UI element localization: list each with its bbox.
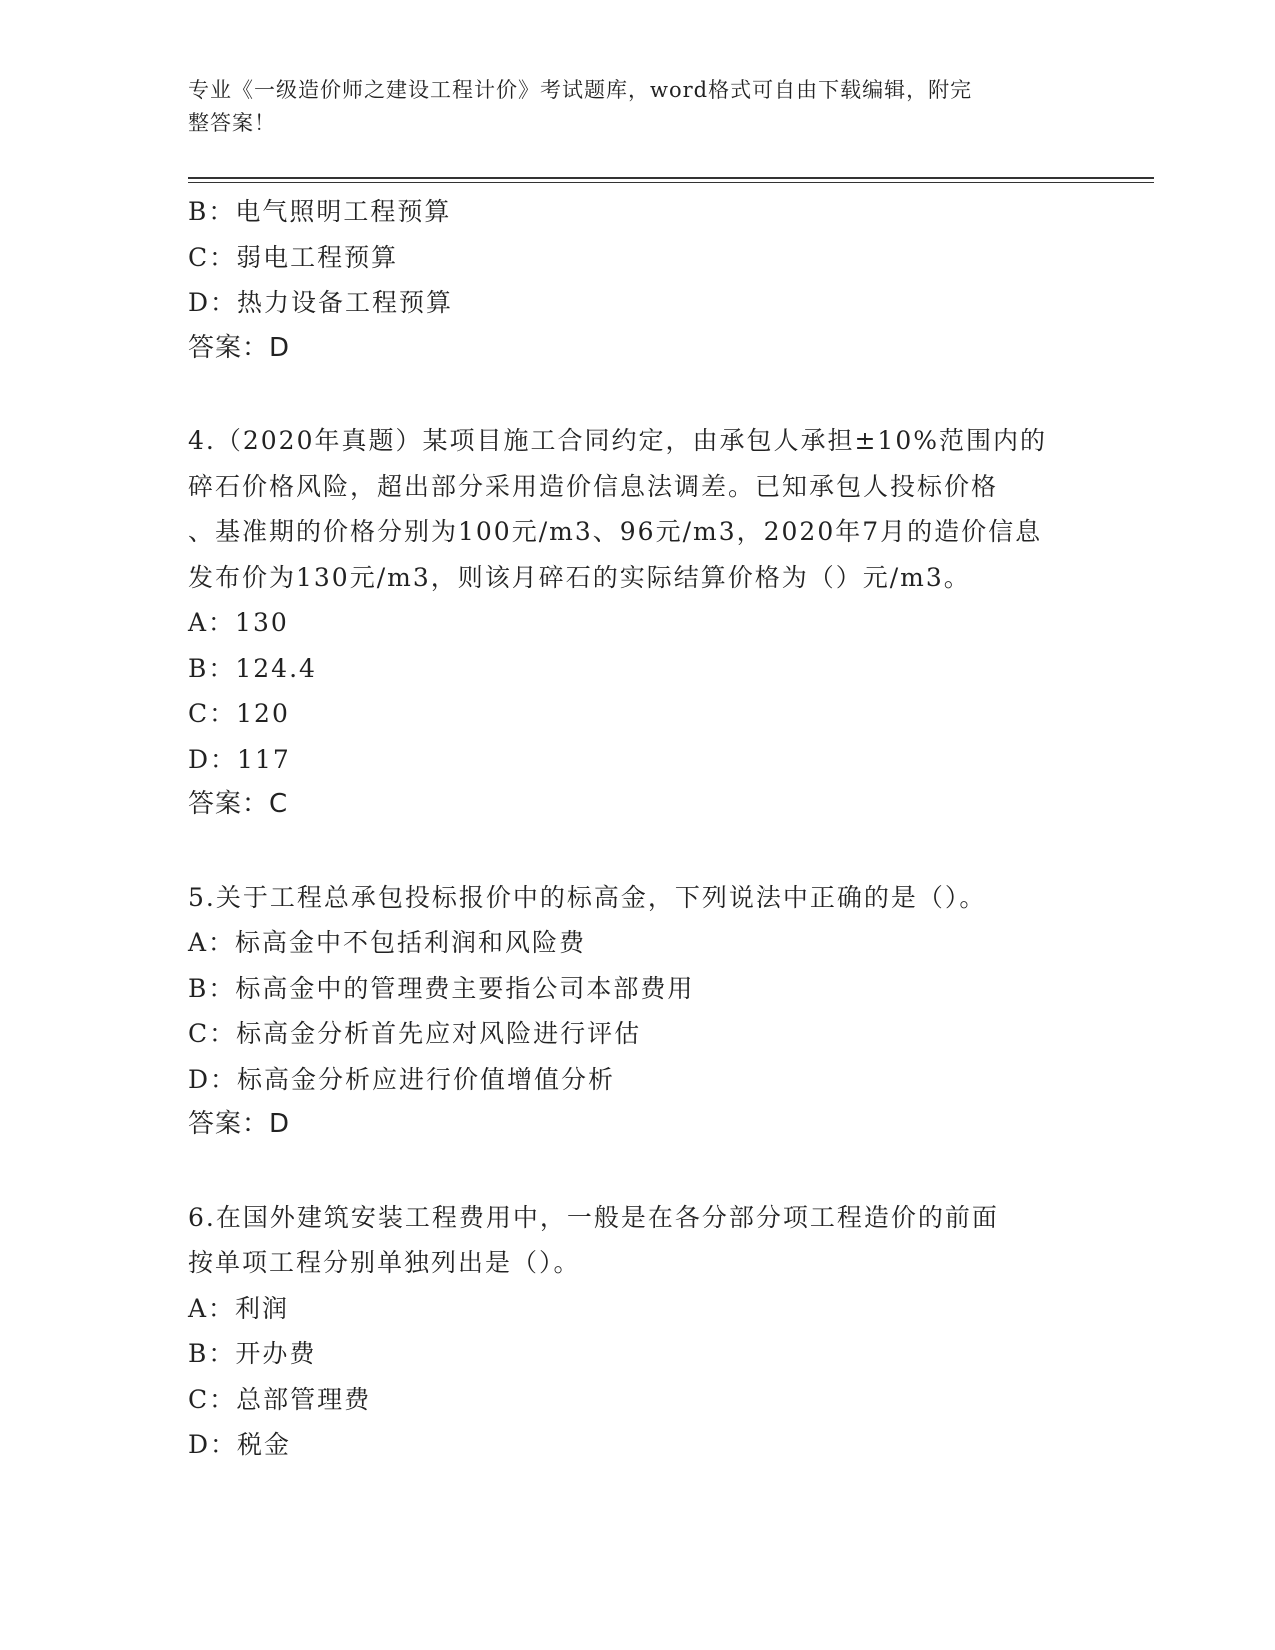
question-text-line: 6.在国外建筑安装工程费用中，一般是在各分部分项工程造价的前面 xyxy=(188,1202,999,1232)
header-divider-thin xyxy=(188,182,1154,183)
option-a: A：利润 xyxy=(188,1293,290,1323)
question-6 xyxy=(188,1195,1088,1468)
question-text-line: 发布价为130元/m3，则该月碎石的实际结算价格为（）元/m3。 xyxy=(188,562,971,592)
option-d: D：热力设备工程预算 xyxy=(188,288,454,317)
option-b: B：开办费 xyxy=(188,1339,317,1368)
question-4 xyxy=(188,418,1088,828)
question-text-line: 5.关于工程总承包投标报价中的标高金，下列说法中正确的是（）。 xyxy=(188,882,987,912)
spacer xyxy=(188,1148,1088,1195)
option-c: C：120 xyxy=(188,699,290,728)
question-text-line: 碎石价格风险，超出部分采用造价信息法调差。已知承包人投标价格 xyxy=(188,471,999,501)
spacer xyxy=(188,828,1088,875)
option-d: D：117 xyxy=(188,744,291,774)
answer: 答案：C xyxy=(188,789,289,819)
question-text-line: 4.（2020年真题）某项目施工合同约定，由承包人承担±10%范围内的 xyxy=(188,426,1047,455)
answer: 答案：D xyxy=(188,1109,291,1139)
option-b: B：标高金中的管理费主要指公司本部费用 xyxy=(188,973,695,1003)
answer: 答案：D xyxy=(188,332,291,363)
option-c: C：总部管理费 xyxy=(188,1384,372,1414)
option-a: A：130 xyxy=(188,608,289,637)
option-c: C：标高金分析首先应对风险进行评估 xyxy=(188,1019,642,1048)
question-3 xyxy=(188,189,1088,371)
spacer xyxy=(188,371,1088,418)
question-text-line: 、基准期的价格分别为100元/m3、96元/m3，2020年7月的造价信息 xyxy=(188,517,1043,546)
header-divider-thick xyxy=(188,177,1154,179)
question-content xyxy=(188,189,1088,1468)
header-line-2: 整答案！ xyxy=(188,111,276,135)
document-header xyxy=(188,74,1068,140)
option-b: B：124.4 xyxy=(188,653,317,683)
option-d: D：标高金分析应进行价值增值分析 xyxy=(188,1064,616,1094)
option-d: D：税金 xyxy=(188,1430,292,1459)
option-b: B：电气照明工程预算 xyxy=(188,197,452,226)
question-text-line: 按单项工程分别单独列出是（）。 xyxy=(188,1248,581,1277)
question-5 xyxy=(188,875,1088,1148)
option-c: C：弱电工程预算 xyxy=(188,242,399,272)
header-line-1: 专业《一级造价师之建设工程计价》考试题库，word格式可自由下载编辑，附完 xyxy=(188,78,973,102)
option-a: A：标高金中不包括利润和风险费 xyxy=(188,928,587,957)
